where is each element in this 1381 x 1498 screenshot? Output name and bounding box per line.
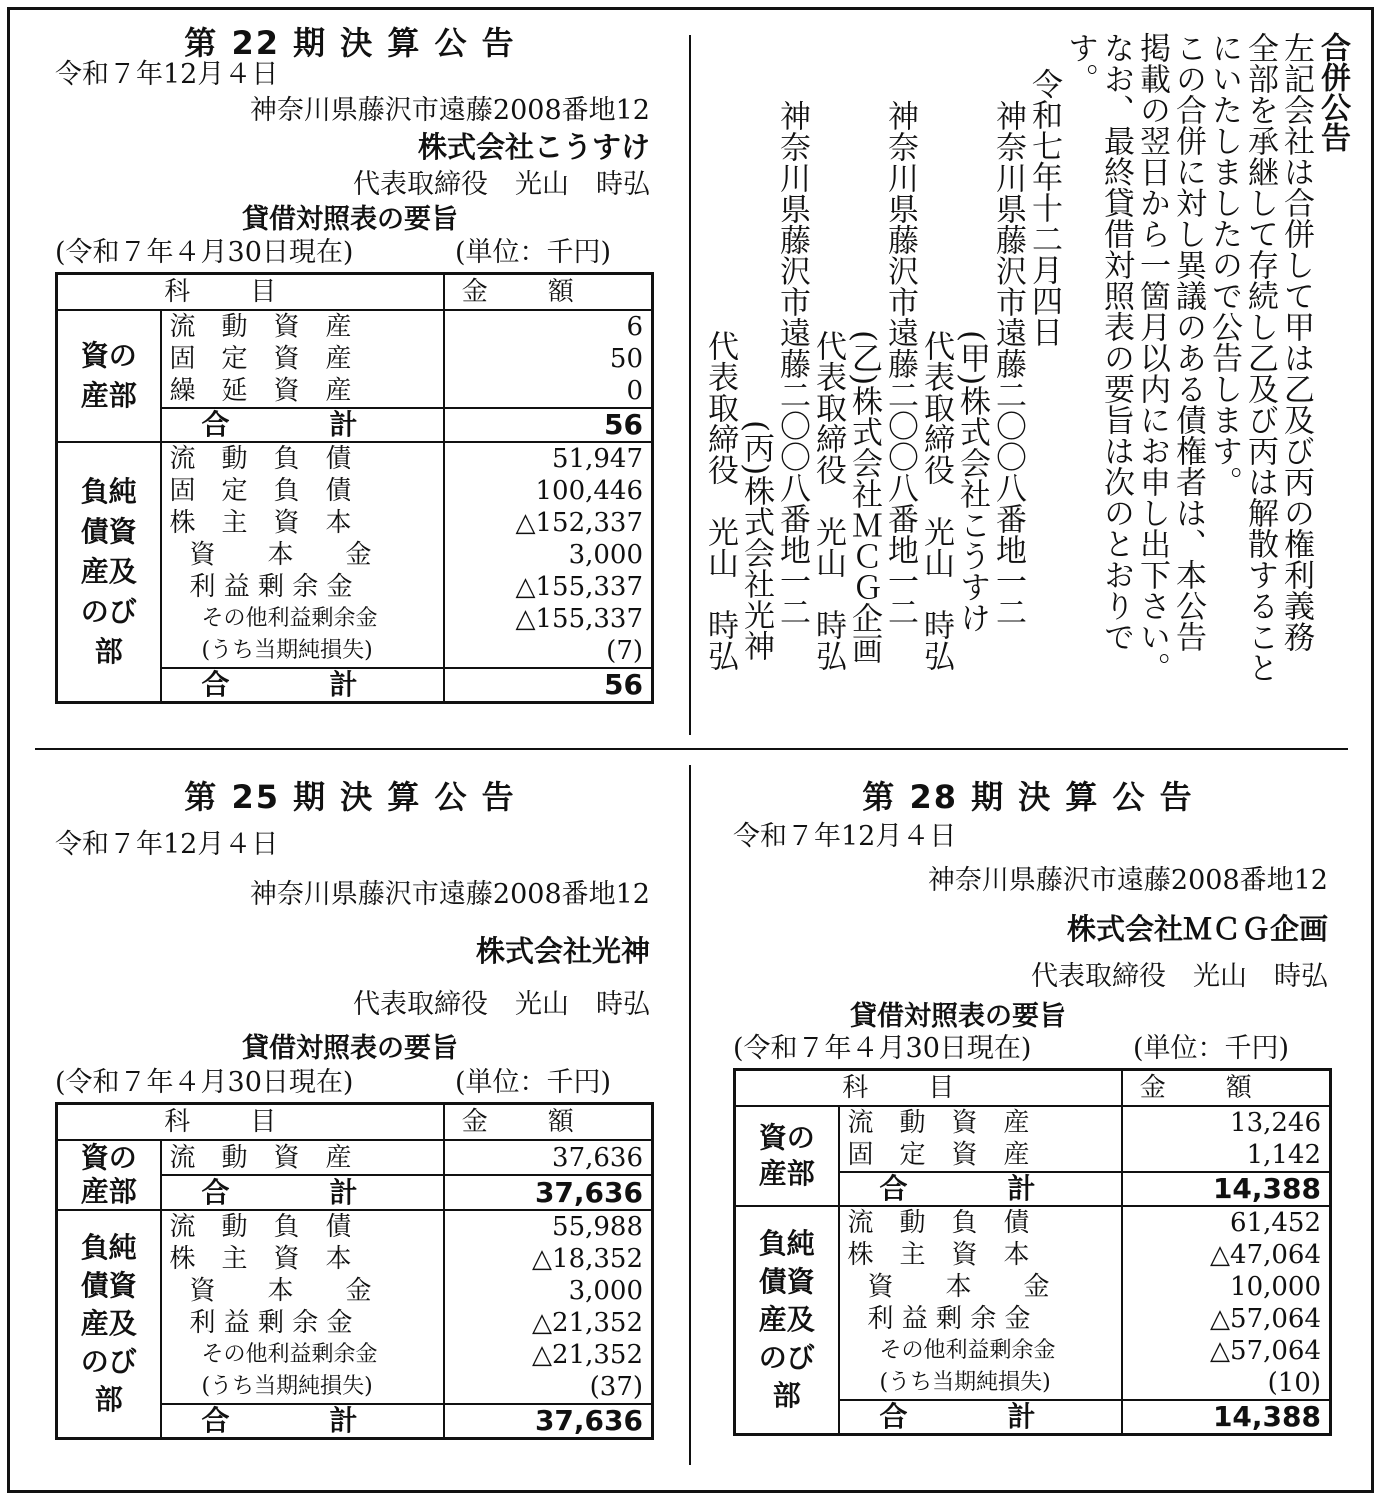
table-row-label: 流 動 資 産 — [839, 1106, 1122, 1139]
table-row-value: 50 — [609, 344, 644, 374]
table-row-label: (うち当期純損失) — [839, 1367, 1122, 1400]
merger-body-line: 左記会社は合併して甲は乙及び丙の権利義務 — [1278, 32, 1314, 652]
column-header-amount: 金額 — [444, 1104, 653, 1141]
notice-25-representative: 代表取締役 光山 時弘 — [353, 989, 650, 1020]
notice-22-company: 株式会社こうすけ — [417, 130, 650, 164]
table-row-value: 6 — [626, 312, 644, 342]
table-row-value: (37) — [589, 1372, 644, 1402]
merger-body-line: なお、最終貸借対照表の要旨は次のとおりで — [1098, 32, 1134, 652]
assets-total-label: 合計 — [161, 408, 444, 442]
middle-divider — [35, 748, 1348, 750]
notice-28-date: 令和７年12月４日 — [733, 821, 957, 852]
table-row-label: 利 益 剰 余 金 — [161, 1307, 444, 1339]
merger-body-line: この合併に対し異議のある債権者は、本公告 — [1170, 32, 1206, 652]
table-row-value: 37,636 — [552, 1142, 644, 1173]
table-row-value: 10,000 — [1230, 1272, 1322, 1302]
table-row-label: 資 本 金 — [839, 1271, 1122, 1303]
column-header-item: 科目 — [57, 1104, 444, 1141]
column-header-amount: 金額 — [1122, 1070, 1331, 1107]
notice-28-bs-title: 貸借対照表の要旨 — [850, 1001, 1066, 1032]
table-row-label: 固 定 資 産 — [161, 343, 444, 375]
table-row-value: (10) — [1267, 1368, 1322, 1398]
table-row-value: 1,142 — [1246, 1140, 1322, 1170]
table-row-label: その他利益剰余金 — [839, 1335, 1122, 1367]
assets-total-value: 56 — [444, 408, 653, 442]
assets-total-value: 37,636 — [444, 1175, 653, 1210]
table-row-value: 61,452 — [1122, 1206, 1331, 1239]
notice-22-date: 令和７年12月４日 — [55, 59, 279, 90]
table-row-label: 流 動 負 債 — [839, 1206, 1122, 1239]
table-row-label: 流 動 資 産 — [161, 310, 444, 343]
notice-22-representative: 代表取締役 光山 時弘 — [353, 169, 650, 200]
table-row-label: その他利益剰余金 — [161, 1339, 444, 1371]
table-row-label: 流 動 負 債 — [161, 1210, 444, 1243]
notice-22-heading: 第 22 期 決 算 公 告 — [184, 24, 516, 62]
party-1-rep: 代表取締役 光山 時弘 — [918, 330, 954, 671]
table-row-label: 株 主 資 本 — [839, 1239, 1122, 1271]
notice-28-as-of: (令和７年４月30日現在) — [733, 1033, 1032, 1064]
table-row-value: △155,337 — [515, 604, 644, 634]
table-row-label: 利 益 剰 余 金 — [161, 571, 444, 603]
assets-section-label: 資の産部 — [57, 310, 161, 442]
party-3-rep: 代表取締役 光山 時弘 — [702, 330, 738, 671]
notice-28-representative: 代表取締役 光山 時弘 — [1031, 961, 1328, 992]
notice-28-company: 株式会社ＭＣＧ企画 — [1066, 912, 1328, 946]
table-row-value: 3,000 — [568, 1276, 644, 1306]
table-row-value: △47,064 — [1210, 1240, 1322, 1270]
table-row-value: △57,064 — [1210, 1336, 1322, 1366]
table-row-value: 51,947 — [444, 442, 653, 475]
table-row-value: △18,352 — [532, 1244, 644, 1274]
table-row-label: 固 定 負 債 — [161, 475, 444, 507]
table-row-value: △21,352 — [532, 1308, 644, 1338]
table-row-value: 55,988 — [444, 1210, 653, 1243]
notice-28-heading: 第 28 期 決 算 公 告 — [862, 778, 1194, 816]
party-3-company: (丙)株式会社光神 — [738, 420, 774, 662]
liabilities-total-value: 37,636 — [444, 1404, 653, 1439]
notice-28-unit: (単位：千円) — [1133, 1033, 1290, 1064]
liabilities-total-label: 合計 — [839, 1400, 1122, 1435]
notice-22-bs-title: 貸借対照表の要旨 — [242, 204, 458, 235]
table-row-label: 株 主 資 本 — [161, 1243, 444, 1275]
notice-22-address: 神奈川県藤沢市遠藤2008番地12 — [249, 95, 650, 126]
table-row-label: 流 動 負 債 — [161, 442, 444, 475]
column-header-item: 科目 — [735, 1070, 1122, 1107]
table-row-value: 13,246 — [1230, 1108, 1322, 1138]
party-2-company: (乙)株式会社ＭＣＧ企画 — [846, 330, 882, 665]
table-row-label: 資 本 金 — [161, 539, 444, 571]
table-row-label: (うち当期純損失) — [161, 635, 444, 668]
assets-total-label: 合計 — [839, 1172, 1122, 1206]
liabilities-total-label: 合計 — [161, 668, 444, 703]
notice-25-address: 神奈川県藤沢市遠藤2008番地12 — [249, 879, 650, 910]
table-row-label: 流 動 資 産 — [161, 1140, 444, 1175]
party-2-address: 神奈川県藤沢市遠藤二〇〇八番地一二 — [882, 100, 918, 627]
merger-body-line: す。 — [1062, 32, 1098, 94]
table-row-label: その他利益剰余金 — [161, 603, 444, 635]
liabilities-total-value: 14,388 — [1122, 1400, 1331, 1435]
table-row-label: 株 主 資 本 — [161, 507, 444, 539]
merger-body-line: 全部を承継して存続し乙及び丙は解散すること — [1242, 32, 1278, 683]
column-header-item: 科目 — [57, 274, 444, 311]
table-row-value: (7) — [606, 636, 644, 666]
notice-22-balance-sheet — [55, 272, 654, 704]
liabilities-section-label: 負純債資産及のび部 — [735, 1206, 839, 1435]
party-1-address: 神奈川県藤沢市遠藤二〇〇八番地一二 — [990, 100, 1026, 627]
assets-total-value: 14,388 — [1122, 1172, 1331, 1206]
party-2-rep: 代表取締役 光山 時弘 — [810, 330, 846, 671]
liabilities-section-label: 負純債資産及のび部 — [57, 442, 161, 703]
column-header-amount: 金額 — [444, 274, 653, 311]
bottom-divider — [689, 765, 691, 1465]
notice-25-bs-title: 貸借対照表の要旨 — [242, 1033, 458, 1064]
notice-28-address: 神奈川県藤沢市遠藤2008番地12 — [927, 865, 1328, 896]
table-row-value: △21,352 — [532, 1340, 644, 1370]
liabilities-total-value: 56 — [444, 668, 653, 703]
table-row-label: 繰 延 資 産 — [161, 375, 444, 408]
merger-title: 合併公告 — [1315, 32, 1350, 152]
notice-25-company: 株式会社光神 — [475, 934, 650, 968]
merger-date: 令和七年十二月四日 — [1026, 68, 1062, 347]
party-3-address: 神奈川県藤沢市遠藤二〇〇八番地一二 — [774, 100, 810, 627]
table-row-label: 資 本 金 — [161, 1275, 444, 1307]
liabilities-section-label: 負純債資産及のび部 — [57, 1210, 161, 1439]
table-row-label: 固 定 資 産 — [839, 1139, 1122, 1172]
table-row-value: 100,446 — [535, 476, 644, 506]
table-row-label: (うち当期純損失) — [161, 1371, 444, 1404]
table-row-value: △152,337 — [515, 508, 644, 538]
assets-section-label: 資の産部 — [57, 1140, 161, 1210]
notice-22-unit: (単位：千円) — [455, 237, 612, 268]
assets-total-label: 合計 — [161, 1175, 444, 1210]
table-row-value: 3,000 — [568, 540, 644, 570]
notice-25-unit: (単位：千円) — [455, 1067, 612, 1098]
table-row-label: 利 益 剰 余 金 — [839, 1303, 1122, 1335]
table-row-value: 0 — [626, 376, 644, 406]
notice-28-balance-sheet — [733, 1068, 1332, 1436]
merger-body-line: にいたしましたので公告します。 — [1206, 32, 1242, 497]
table-row-value: △57,064 — [1210, 1304, 1322, 1334]
notice-25-date: 令和７年12月４日 — [55, 829, 279, 860]
table-row-value: △155,337 — [515, 572, 644, 602]
merger-body-line: 掲載の翌日から一箇月以内にお申し出下さい。 — [1134, 32, 1170, 683]
notice-25-balance-sheet — [55, 1102, 654, 1440]
liabilities-total-label: 合計 — [161, 1404, 444, 1439]
party-1-company: (甲)株式会社こうすけ — [954, 330, 990, 634]
notice-25-as-of: (令和７年４月30日現在) — [55, 1067, 354, 1098]
assets-section-label: 資の産部 — [735, 1106, 839, 1206]
top-divider — [689, 35, 691, 735]
notice-22-as-of: (令和７年４月30日現在) — [55, 237, 354, 268]
notice-25-heading: 第 25 期 決 算 公 告 — [184, 778, 516, 816]
